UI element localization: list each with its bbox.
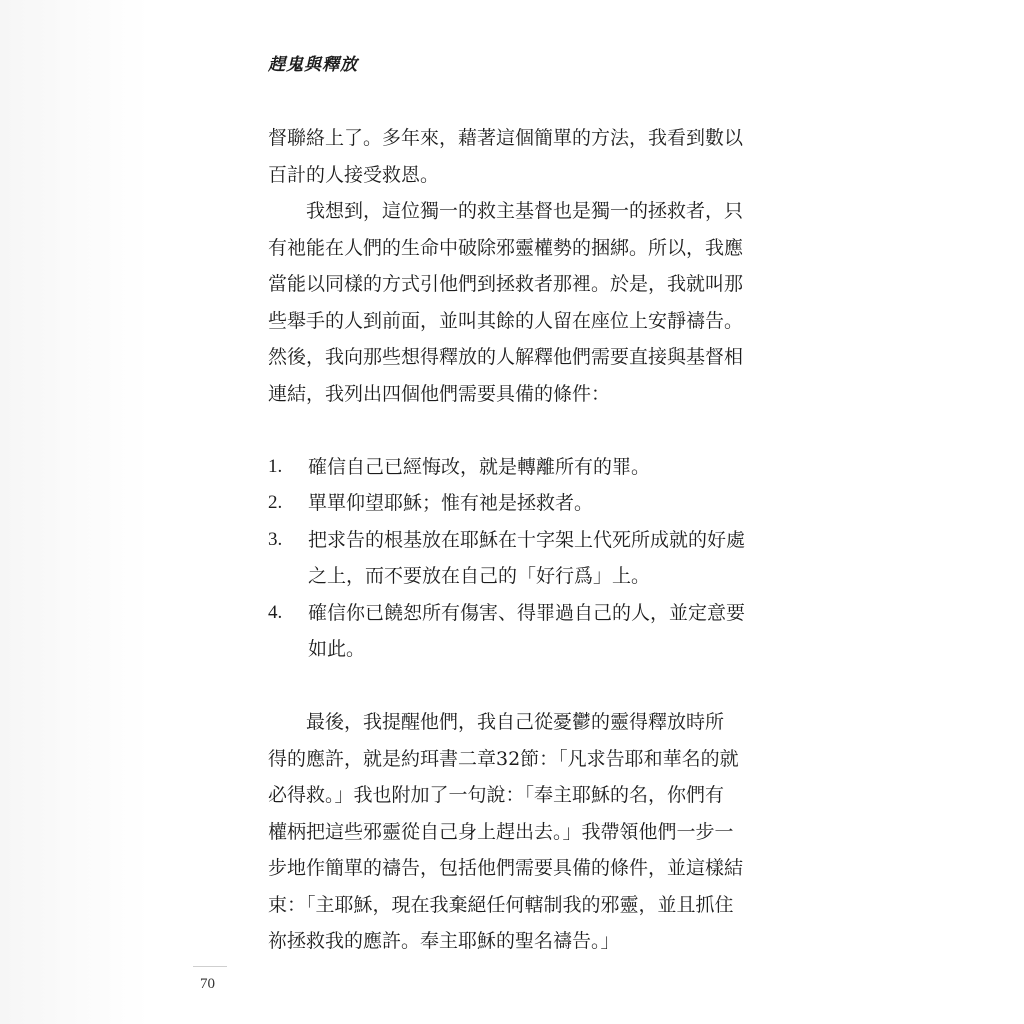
- footer-rule: [193, 966, 227, 967]
- list-item: [268, 485, 778, 522]
- paragraph-3: [268, 704, 778, 960]
- text-line: 連結，我列出四個他們需要具備的條件：: [268, 382, 611, 405]
- paragraph-1: [268, 120, 778, 193]
- text-line: 百計的人接受救恩。: [268, 163, 440, 186]
- list-item: [268, 595, 778, 668]
- list-number: 4.: [268, 601, 283, 623]
- paragraph-2: [268, 193, 778, 412]
- text-line: 些舉手的人到前面，並叫其餘的人留在座位上安靜禱告。: [268, 309, 744, 332]
- running-head-title: 趕鬼與釋放: [268, 55, 358, 75]
- text-line: 得的應許，就是約珥書二章32節：「凡求告耶和華名的就: [268, 747, 739, 770]
- text-line: 當能以同樣的方式引他們到拯救者那裡。於是，我就叫那: [268, 273, 744, 295]
- list-number: 3.: [268, 528, 283, 550]
- text-line: 有祂能在人們的生命中破除邪靈權勢的捆綁。所以，我應: [268, 236, 744, 259]
- list-number: 2.: [268, 492, 283, 513]
- text-line: 權柄把這些邪靈從自己身上趕出去。」我帶領他們一步一: [268, 820, 734, 843]
- text-line: 確信你已饒恕所有傷害、得罪過自己的人，並定意要: [308, 601, 746, 624]
- blank-line: [268, 668, 778, 705]
- text-line: 束：「主耶穌，現在我棄絕任何轄制我的邪靈，並且抓住: [268, 893, 734, 916]
- text-line: 必得救。」我也附加了一句說：「奉主耶穌的名，你們有: [268, 784, 725, 806]
- page-number: 70: [200, 976, 215, 992]
- text-line: 確信自己已經悔改，就是轉離所有的罪。: [308, 455, 651, 478]
- text-line: 我想到，這位獨一的救主基督也是獨一的拯救者，只: [306, 200, 744, 222]
- text-line: 如此。: [308, 638, 366, 660]
- list-number: 1.: [268, 455, 283, 477]
- text-line: 最後，我提醒他們，我自己從憂鬱的靈得釋放時所: [306, 711, 725, 733]
- text-line: 把求告的根基放在耶穌在十字架上代死所成就的好處: [308, 528, 746, 551]
- text-line: 祢拯救我的應許。奉主耶穌的聖名禱告。」: [268, 930, 620, 952]
- text-line: 步地作簡單的禱告，包括他們需要具備的條件，並這樣結: [268, 857, 744, 879]
- text-line: 督聯絡上了。多年來，藉著這個簡單的方法，我看到數以: [268, 127, 744, 149]
- list-item: [268, 522, 778, 595]
- list-item: [268, 449, 778, 486]
- page-gutter-shadow: [0, 0, 150, 1024]
- blank-line: [268, 412, 778, 449]
- text-line: 之上，而不要放在自己的「好行爲」上。: [308, 565, 651, 587]
- text-line: 單單仰望耶穌；惟有祂是拯救者。: [308, 492, 594, 514]
- text-line: 然後，我向那些想得釋放的人解釋他們需要直接與基督相: [268, 346, 744, 368]
- body-text: [268, 120, 778, 960]
- conditions-list: [268, 449, 778, 668]
